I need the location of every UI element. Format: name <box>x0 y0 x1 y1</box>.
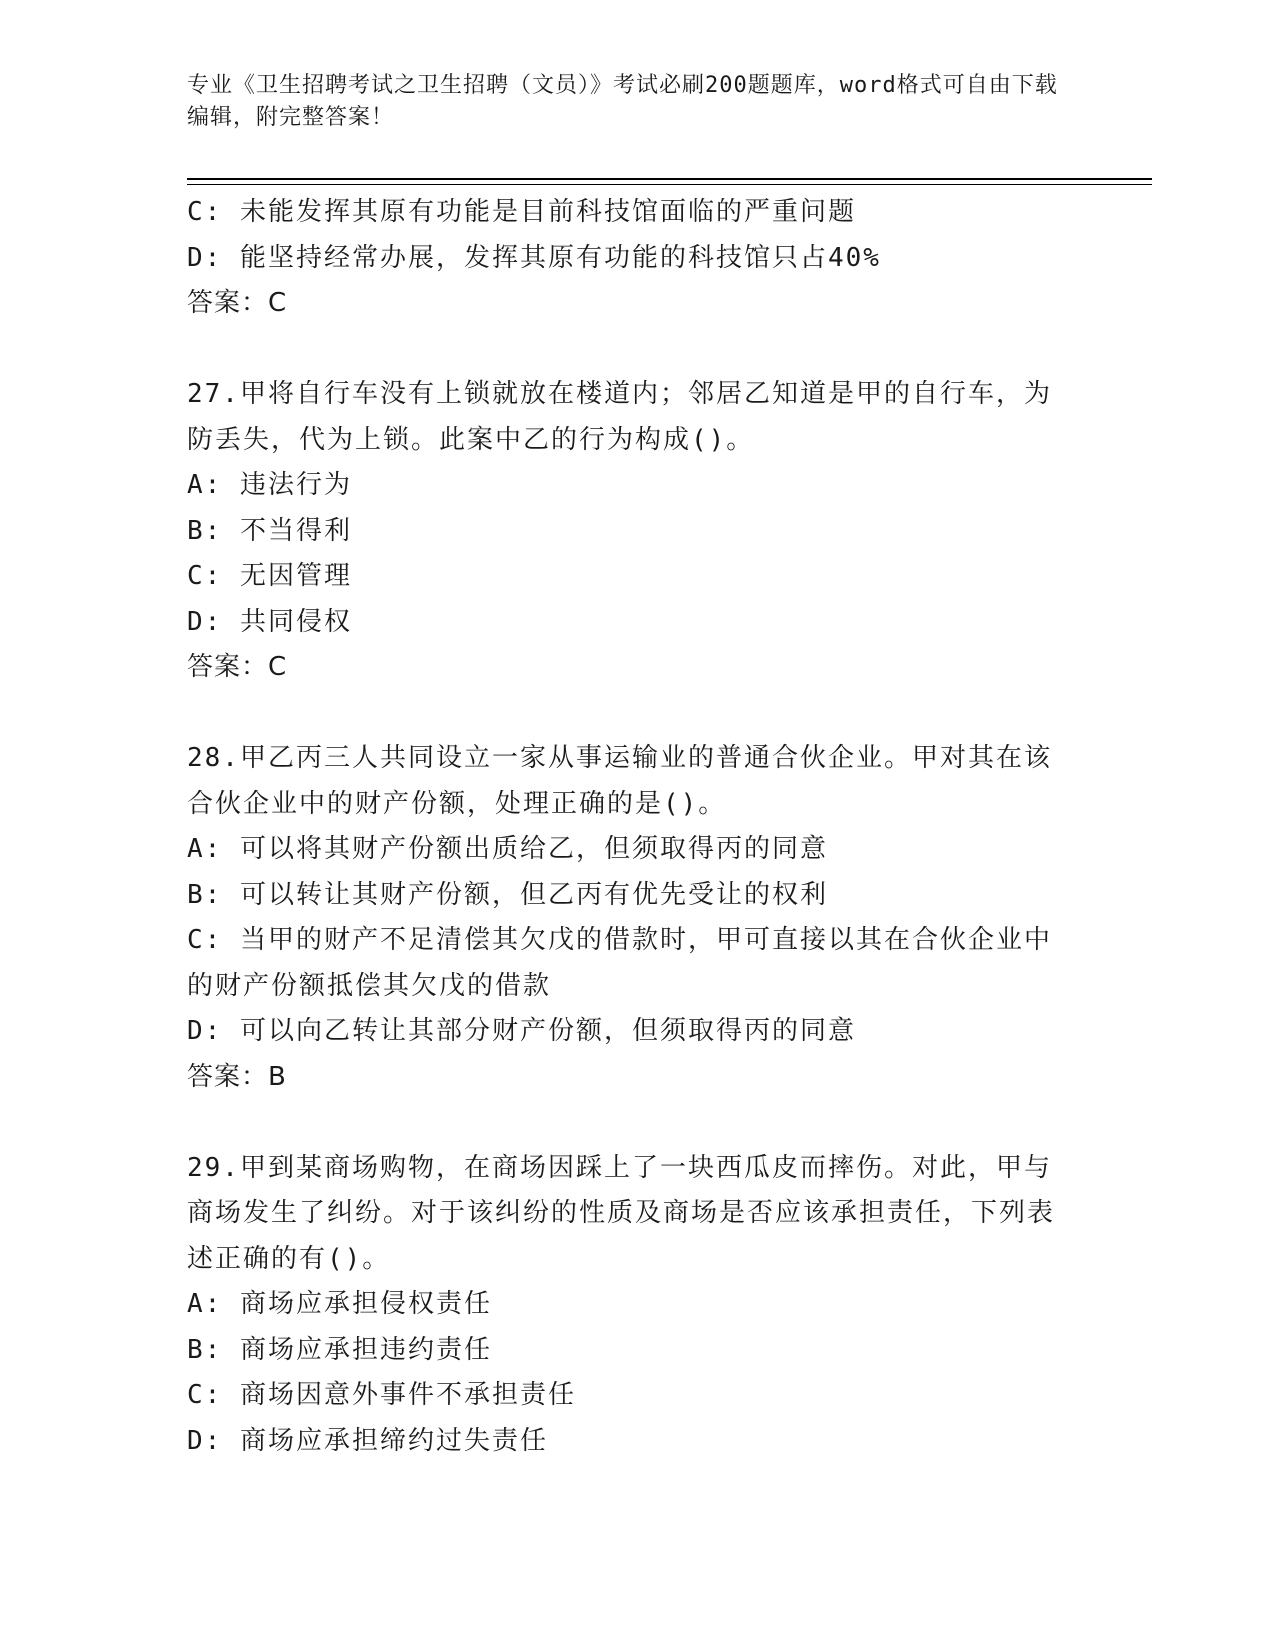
option-c: C: 当甲的财产不足清偿其欠戊的借款时，甲可直接以其在合伙企业中的财产份额抵偿其欠戊的借款 <box>187 925 1052 1001</box>
option-b: B: 不当得利 <box>187 515 352 546</box>
option-c: C: 未能发挥其原有功能是目前科技馆面临的严重问题 <box>187 197 856 227</box>
option-d: D: 能坚持经常办展，发挥其原有功能的科技馆只占40% <box>187 242 881 273</box>
question-28 <box>187 736 1077 1100</box>
option-d: D: 可以向乙转让其部分财产份额，但须取得丙的同意 <box>187 1016 856 1046</box>
option-c: C: 无因管理 <box>187 561 352 591</box>
question-stem: 28.甲乙丙三人共同设立一家从事运输业的普通合伙企业。甲对其在该合伙企业中的财产份额，处理正确的是()。 <box>187 743 1052 819</box>
spacer <box>187 327 1077 373</box>
option-a: A: 可以将其财产份额出质给乙，但须取得丙的同意 <box>187 834 828 864</box>
spacer <box>187 691 1077 737</box>
option-d: D: 共同侵权 <box>187 606 352 637</box>
spacer <box>187 1100 1077 1146</box>
option-d: D: 商场应承担缔约过失责任 <box>187 1425 548 1456</box>
question-27 <box>187 372 1077 691</box>
page-header <box>187 70 1067 134</box>
answer: 答案：C <box>187 652 288 682</box>
option-b: B: 商场应承担违约责任 <box>187 1334 492 1365</box>
answer: 答案：C <box>187 288 288 318</box>
option-a: A: 商场应承担侵权责任 <box>187 1289 492 1319</box>
question-stem: 27.甲将自行车没有上锁就放在楼道内；邻居乙知道是甲的自行车，为防丢失，代为上锁。此案中乙的行为构成()。 <box>187 379 1052 455</box>
question-content <box>187 190 1077 1464</box>
header-divider-thin <box>187 184 1152 185</box>
header-divider-thick <box>187 178 1152 180</box>
answer: 答案：B <box>187 1061 287 1092</box>
header-title: 专业《卫生招聘考试之卫生招聘（文员）》考试必刷200题题库，word格式可自由下载编辑，附完整答案！ <box>187 73 1058 130</box>
option-b: B: 可以转让其财产份额，但乙丙有优先受让的权利 <box>187 879 828 910</box>
option-a: A: 违法行为 <box>187 470 352 500</box>
question-29 <box>187 1146 1077 1465</box>
question-stem: 29.甲到某商场购物，在商场因踩上了一块西瓜皮而摔伤。对此，甲与商场发生了纠纷。对于该纠纷的性质及商场是否应该承担责任，下列表述正确的有()。 <box>187 1152 1056 1274</box>
option-c: C: 商场因意外事件不承担责任 <box>187 1380 576 1410</box>
question-26-tail <box>187 190 1077 327</box>
